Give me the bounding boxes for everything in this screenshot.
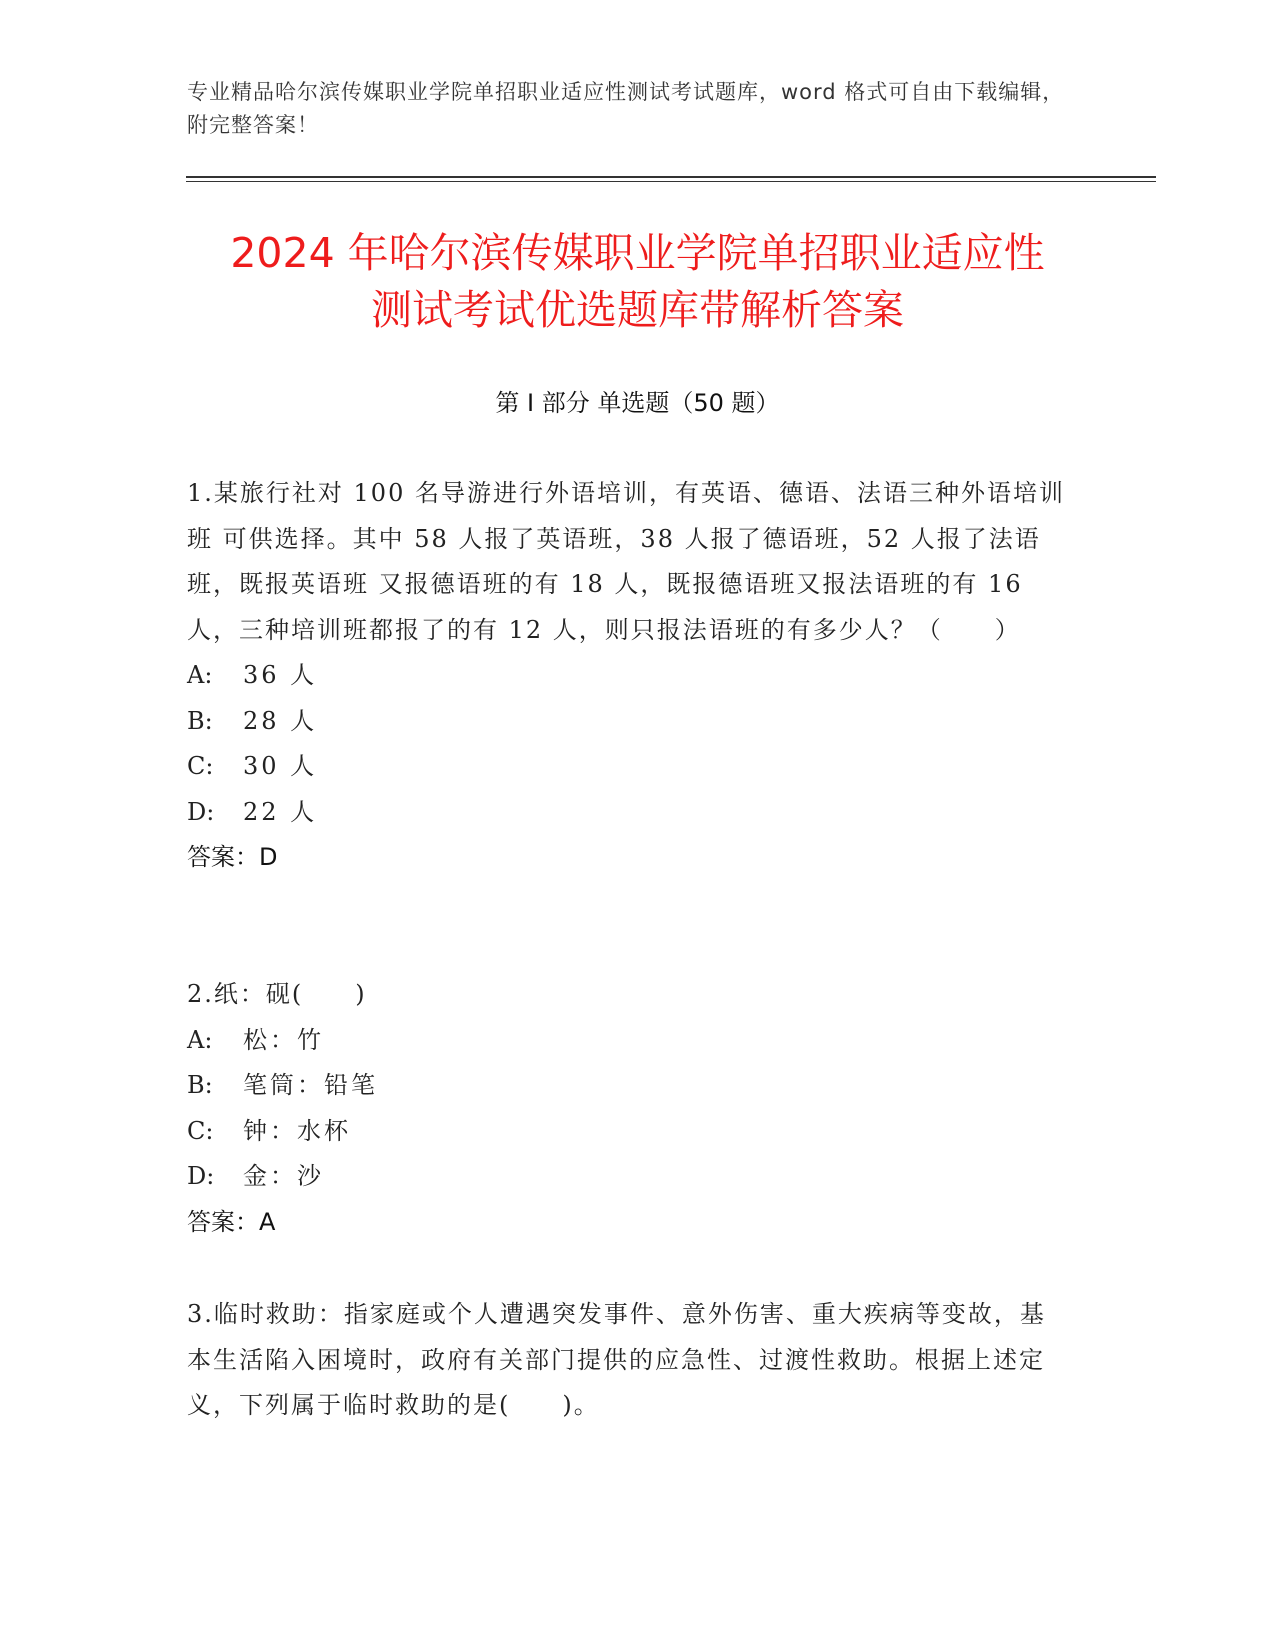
document-title-line-1: 2024 年哈尔滨传媒职业学院单招职业适应性 <box>230 229 1045 277</box>
option-letter: B: <box>187 706 213 735</box>
question-1-option-d[interactable] <box>187 790 1067 836</box>
option-text: 金：沙 <box>243 1162 324 1190</box>
question-1-option-a[interactable] <box>187 653 1067 699</box>
option-letter: C: <box>187 1116 214 1145</box>
option-letter: D: <box>187 797 215 826</box>
option-text: 22 人 <box>243 797 318 826</box>
option-text: 36 人 <box>243 661 318 689</box>
header-note: 专业精品哈尔滨传媒职业学院单招职业适应性测试考试题库，word 格式可自由下载编辑，附完整答案！ <box>187 80 1065 137</box>
option-letter: A: <box>187 661 213 689</box>
document-title <box>160 225 1115 339</box>
question-3 <box>187 1292 1067 1429</box>
document-title-line-2: 测试考试优选题库带解析答案 <box>371 286 904 334</box>
question-2-option-b[interactable] <box>187 1063 1067 1109</box>
question-1-text: 1.某旅行社对 100 名导游进行外语培训，有英语、德语、法语三种外语培训班 可供选择。其中 58 人报了英语班，38 人报了德语班，52 人报了法语班，既报英语班 又报德语班的有 18 人，既报德语班又报法语班的有 16 人，三种培训班都报了的有 12 人，则只报法语班的有多少人？（ ） <box>187 479 1065 644</box>
option-letter: C: <box>187 752 214 780</box>
question-2-option-a[interactable] <box>187 1018 1067 1064</box>
option-text: 松：竹 <box>243 1025 324 1054</box>
question-2-text: 2.纸：砚( ) <box>187 980 367 1008</box>
option-text: 30 人 <box>243 752 318 780</box>
option-text: 笔筒：铅笔 <box>243 1071 378 1099</box>
option-letter: D: <box>187 1162 215 1190</box>
question-2-answer: 答案：A <box>187 1207 276 1236</box>
header-divider-thin <box>186 181 1156 182</box>
question-1-option-c[interactable] <box>187 744 1067 790</box>
question-1 <box>187 471 1067 881</box>
question-1-option-b[interactable] <box>187 699 1067 745</box>
question-1-answer: 答案：D <box>187 843 278 871</box>
option-letter: A: <box>187 1025 213 1054</box>
question-2-option-c[interactable] <box>187 1109 1067 1155</box>
question-2-option-d[interactable] <box>187 1154 1067 1200</box>
section-title: 第 I 部分 单选题（50 题） <box>495 389 780 417</box>
option-text: 28 人 <box>243 706 318 735</box>
option-letter: B: <box>187 1071 213 1099</box>
question-3-text: 3.临时救助：指家庭或个人遭遇突发事件、意外伤害、重大疾病等变故，基本生活陷入困境时，政府有关部门提供的应急性、过渡性救助。根据上述定义，下列属于临时救助的是( )。 <box>187 1300 1046 1419</box>
header-divider-thick <box>186 176 1156 178</box>
question-2 <box>187 972 1067 1245</box>
option-text: 钟：水杯 <box>243 1116 351 1145</box>
